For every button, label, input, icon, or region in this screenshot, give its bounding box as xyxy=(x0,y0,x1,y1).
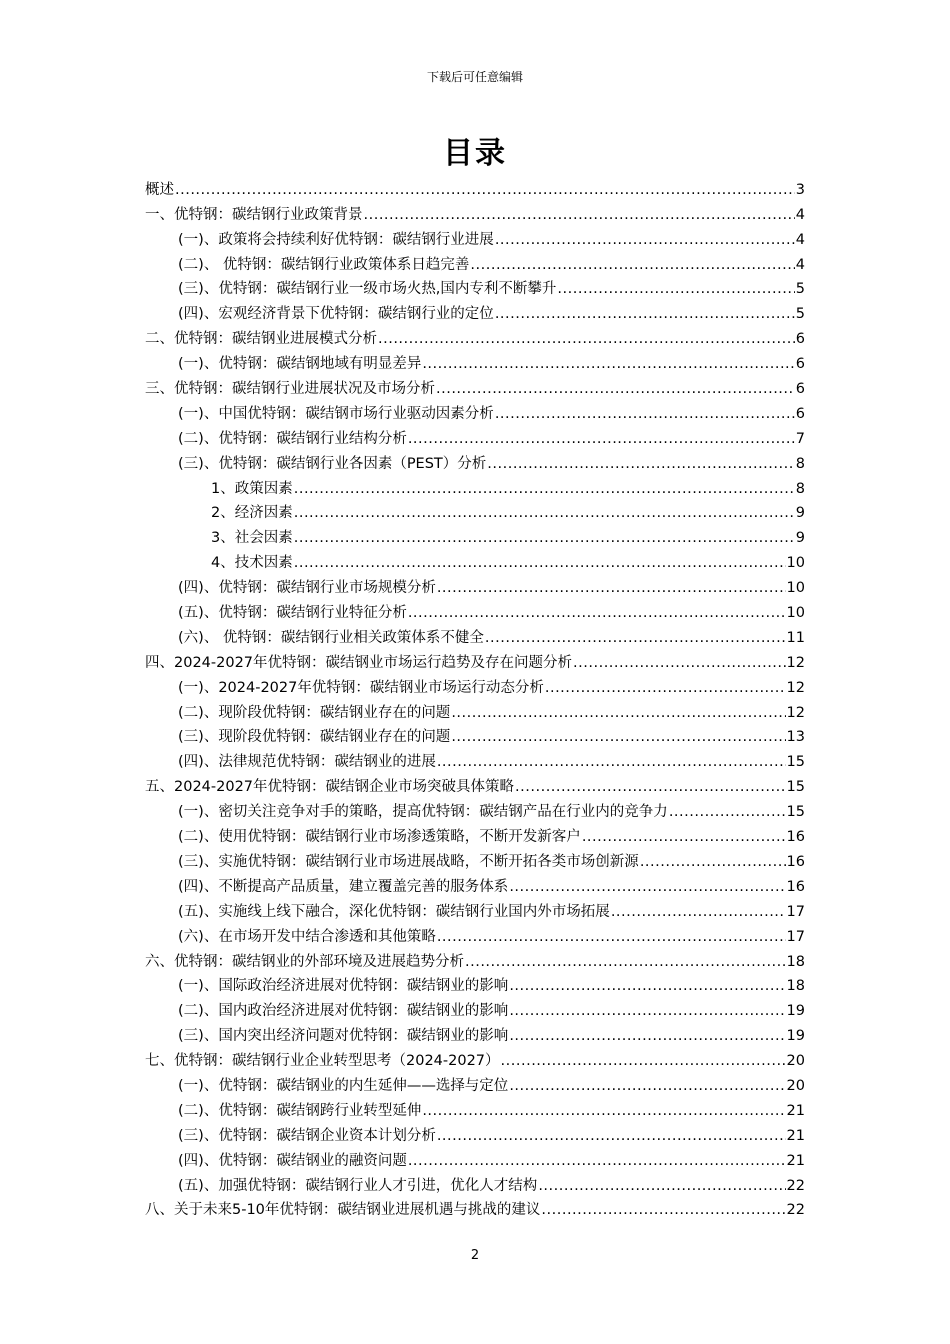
toc-entry-page: 21 xyxy=(786,1102,805,1119)
toc-entry-title: (二)、优特钢：碳结钢行业结构分析 xyxy=(178,430,407,447)
toc-entry-title: (五)、优特钢：碳结钢行业特征分析 xyxy=(178,605,407,622)
toc-entry[interactable] xyxy=(145,747,805,772)
toc-entry-page: 16 xyxy=(786,853,805,870)
toc-entry-title: (二)、 优特钢：碳结钢行业政策体系日趋完善 xyxy=(178,256,470,273)
toc-entry-page: 17 xyxy=(786,903,805,920)
toc-dot-leader xyxy=(294,528,795,548)
toc-entry-title: 二、优特钢：碳结钢业进展模式分析 xyxy=(145,331,377,348)
toc-entry[interactable] xyxy=(145,1071,805,1096)
toc-entry-title: 2、经济因素 xyxy=(211,505,293,522)
toc-dot-leader xyxy=(437,927,786,947)
toc-entry[interactable] xyxy=(145,1146,805,1171)
toc-dot-leader xyxy=(436,379,795,399)
toc-entry[interactable] xyxy=(145,673,805,698)
toc-entry[interactable] xyxy=(145,947,805,972)
toc-entry-title: (二)、优特钢：碳结钢跨行业转型延伸 xyxy=(178,1102,422,1119)
toc-entry[interactable] xyxy=(145,972,805,997)
toc-entry[interactable] xyxy=(145,499,805,524)
toc-entry-title: (三)、国内突出经济问题对优特钢：碳结钢业的影响 xyxy=(178,1028,509,1045)
toc-entry-page: 7 xyxy=(795,430,805,447)
toc-entry-page: 5 xyxy=(795,306,805,323)
toc-dot-leader xyxy=(437,752,786,772)
toc-entry-page: 10 xyxy=(786,555,805,572)
toc-entry-title: 3、社会因素 xyxy=(211,530,293,547)
toc-entry[interactable] xyxy=(145,1046,805,1071)
toc-entry-title: (三)、现阶段优特钢：碳结钢业存在的问题 xyxy=(178,729,451,746)
toc-entry[interactable] xyxy=(145,449,805,474)
toc-entry-page: 11 xyxy=(786,629,805,646)
toc-dot-leader xyxy=(669,802,786,822)
toc-dot-leader xyxy=(545,678,786,698)
toc-dot-leader xyxy=(408,603,786,623)
toc-entry-title: (一)、2024-2027年优特钢：碳结钢业市场运行动态分析 xyxy=(178,679,544,696)
toc-entry-page: 8 xyxy=(795,455,805,472)
page-number: 2 xyxy=(470,1248,480,1263)
toc-entry-title: (一)、中国优特钢：碳结钢市场行业驱动因素分析 xyxy=(178,405,494,422)
toc-dot-leader xyxy=(509,1026,785,1046)
toc-dot-leader xyxy=(465,952,786,972)
toc-entry[interactable] xyxy=(145,200,805,225)
toc-entry-title: (二)、国内政治经济进展对优特钢：碳结钢业的影响 xyxy=(178,1003,509,1020)
toc-entry-title: (四)、优特钢：碳结钢业的融资问题 xyxy=(178,1152,407,1169)
toc-entry[interactable] xyxy=(145,250,805,275)
toc-entry[interactable] xyxy=(145,897,805,922)
toc-entry-page: 4 xyxy=(795,256,805,273)
toc-entry-title: 一、优特钢：碳结钢行业政策背景 xyxy=(145,206,363,223)
toc-dot-leader xyxy=(294,553,786,573)
toc-dot-leader xyxy=(538,1176,785,1196)
toc-dot-leader xyxy=(364,205,795,225)
toc-dot-leader xyxy=(408,1151,786,1171)
toc-dot-leader xyxy=(422,354,794,374)
toc-entry-page: 8 xyxy=(795,480,805,497)
toc-entry[interactable] xyxy=(145,1196,805,1221)
toc-dot-leader xyxy=(451,703,785,723)
toc-dot-leader xyxy=(408,429,795,449)
toc-entry-page: 5 xyxy=(795,281,805,298)
toc-entry[interactable] xyxy=(145,648,805,673)
toc-entry-page: 18 xyxy=(786,953,805,970)
toc-entry-title: (五)、实施线上线下融合，深化优特钢：碳结钢行业国内外市场拓展 xyxy=(178,903,610,920)
table-of-contents xyxy=(145,175,805,1220)
toc-entry[interactable] xyxy=(145,573,805,598)
toc-entry-page: 16 xyxy=(786,829,805,846)
toc-entry-title: (二)、使用优特钢：碳结钢行业市场渗透策略，不断开发新客户 xyxy=(178,829,581,846)
toc-dot-leader xyxy=(451,727,785,747)
toc-entry-page: 15 xyxy=(786,779,805,796)
toc-entry-title: 1、政策因素 xyxy=(211,480,293,497)
toc-entry-page: 22 xyxy=(786,1177,805,1194)
toc-dot-leader xyxy=(611,902,786,922)
toc-entry-title: (四)、宏观经济背景下优特钢：碳结钢行业的定位 xyxy=(178,306,494,323)
toc-dot-leader xyxy=(175,180,795,200)
toc-entry[interactable] xyxy=(145,324,805,349)
toc-dot-leader xyxy=(495,230,795,250)
toc-entry-page: 9 xyxy=(795,530,805,547)
toc-dot-leader xyxy=(515,777,786,797)
toc-entry[interactable] xyxy=(145,349,805,374)
toc-entry[interactable] xyxy=(145,424,805,449)
toc-entry-title: (五)、加强优特钢：碳结钢行业人才引进，优化人才结构 xyxy=(178,1177,538,1194)
toc-entry-page: 16 xyxy=(786,878,805,895)
toc-entry-page: 3 xyxy=(795,181,805,198)
toc-entry-title: (六)、 优特钢：碳结钢行业相关政策体系不健全 xyxy=(178,629,484,646)
toc-entry[interactable] xyxy=(145,1096,805,1121)
toc-entry[interactable] xyxy=(145,399,805,424)
toc-dot-leader xyxy=(437,578,786,598)
toc-entry[interactable] xyxy=(145,996,805,1021)
toc-entry-page: 20 xyxy=(786,1077,805,1094)
toc-title: 目录 xyxy=(443,136,507,171)
toc-dot-leader xyxy=(495,304,795,324)
toc-entry-title: (四)、法律规范优特钢：碳结钢业的进展 xyxy=(178,754,436,771)
toc-entry-page: 10 xyxy=(786,580,805,597)
toc-entry-page: 12 xyxy=(786,679,805,696)
toc-dot-leader xyxy=(541,1200,785,1220)
toc-dot-leader xyxy=(557,279,794,299)
toc-entry-page: 6 xyxy=(795,356,805,373)
toc-entry-page: 4 xyxy=(795,231,805,248)
toc-entry-title: (四)、不断提高产品质量，建立覆盖完善的服务体系 xyxy=(178,878,509,895)
toc-entry-title: (三)、优特钢：碳结钢行业各因素（PEST）分析 xyxy=(178,455,487,472)
toc-entry-page: 19 xyxy=(786,1003,805,1020)
toc-entry[interactable] xyxy=(145,299,805,324)
toc-entry-title: 六、优特钢：碳结钢业的外部环境及进展趋势分析 xyxy=(145,953,464,970)
toc-entry[interactable] xyxy=(145,847,805,872)
toc-entry-page: 6 xyxy=(795,381,805,398)
toc-entry-title: (一)、优特钢：碳结钢地域有明显差异 xyxy=(178,356,422,373)
toc-entry-page: 19 xyxy=(786,1028,805,1045)
toc-dot-leader xyxy=(509,877,785,897)
toc-entry[interactable] xyxy=(145,275,805,300)
toc-entry[interactable] xyxy=(145,1121,805,1146)
toc-entry-page: 9 xyxy=(795,505,805,522)
toc-entry-page: 12 xyxy=(786,704,805,721)
toc-entry-page: 6 xyxy=(795,405,805,422)
header-note: 下载后可任意编辑 xyxy=(426,70,523,84)
toc-entry-page: 22 xyxy=(786,1202,805,1219)
toc-entry-page: 17 xyxy=(786,928,805,945)
toc-entry[interactable] xyxy=(145,723,805,748)
toc-dot-leader xyxy=(509,1001,785,1021)
toc-dot-leader xyxy=(640,852,786,872)
toc-entry[interactable] xyxy=(145,1021,805,1046)
toc-entry-title: (二)、现阶段优特钢：碳结钢业存在的问题 xyxy=(178,704,451,721)
toc-entry-page: 15 xyxy=(786,804,805,821)
toc-entry-title: 四、2024-2027年优特钢：碳结钢业市场运行趋势及存在问题分析 xyxy=(145,654,573,671)
toc-entry-title: (一)、政策将会持续利好优特钢：碳结钢行业进展 xyxy=(178,231,494,248)
toc-dot-leader xyxy=(501,1051,786,1071)
toc-entry-page: 6 xyxy=(795,331,805,348)
toc-dot-leader xyxy=(495,404,795,424)
toc-entry[interactable] xyxy=(145,175,805,200)
toc-dot-leader xyxy=(509,1076,785,1096)
toc-entry[interactable] xyxy=(145,598,805,623)
toc-dot-leader xyxy=(422,1101,785,1121)
toc-entry[interactable] xyxy=(145,623,805,648)
toc-entry-title: (四)、优特钢：碳结钢行业市场规模分析 xyxy=(178,580,436,597)
toc-entry-page: 12 xyxy=(786,654,805,671)
toc-dot-leader xyxy=(485,628,786,648)
toc-entry[interactable] xyxy=(145,772,805,797)
toc-dot-leader xyxy=(470,255,794,275)
toc-dot-leader xyxy=(509,976,785,996)
toc-dot-leader xyxy=(437,1126,786,1146)
toc-entry-title: 七、优特钢：碳结钢行业企业转型思考（2024-2027） xyxy=(145,1053,500,1070)
toc-dot-leader xyxy=(582,827,786,847)
toc-entry-title: (一)、优特钢：碳结钢业的内生延伸——选择与定位 xyxy=(178,1077,509,1094)
toc-entry[interactable] xyxy=(145,922,805,947)
toc-entry-page: 18 xyxy=(786,978,805,995)
toc-entry-title: (三)、实施优特钢：碳结钢行业市场进展战略，不断开拓各类市场创新源 xyxy=(178,853,639,870)
toc-entry[interactable] xyxy=(145,797,805,822)
toc-dot-leader xyxy=(378,329,795,349)
toc-entry-title: (一)、国际政治经济进展对优特钢：碳结钢业的影响 xyxy=(178,978,509,995)
toc-dot-leader xyxy=(294,503,795,523)
toc-entry-page: 15 xyxy=(786,754,805,771)
toc-entry-page: 21 xyxy=(786,1127,805,1144)
toc-entry-title: (六)、在市场开发中结合渗透和其他策略 xyxy=(178,928,436,945)
toc-dot-leader xyxy=(294,479,795,499)
toc-entry-title: 三、优特钢：碳结钢行业进展状况及市场分析 xyxy=(145,381,435,398)
toc-entry[interactable] xyxy=(145,872,805,897)
toc-dot-leader xyxy=(487,454,794,474)
toc-entry-page: 20 xyxy=(786,1053,805,1070)
toc-entry-page: 13 xyxy=(786,729,805,746)
toc-entry-page: 21 xyxy=(786,1152,805,1169)
toc-entry[interactable] xyxy=(145,822,805,847)
toc-entry-title: 概述 xyxy=(145,181,174,198)
toc-entry[interactable] xyxy=(145,1171,805,1196)
toc-entry[interactable] xyxy=(145,523,805,548)
toc-entry-title: (一)、密切关注竞争对手的策略，提高优特钢：碳结钢产品在行业内的竞争力 xyxy=(178,804,668,821)
toc-entry[interactable] xyxy=(145,225,805,250)
toc-entry-title: (三)、优特钢：碳结钢企业资本计划分析 xyxy=(178,1127,436,1144)
toc-entry-title: 五、2024-2027年优特钢：碳结钢企业市场突破具体策略 xyxy=(145,779,515,796)
toc-entry[interactable] xyxy=(145,698,805,723)
toc-entry[interactable] xyxy=(145,474,805,499)
toc-entry-title: (三)、优特钢：碳结钢行业一级市场火热,国内专利不断攀升 xyxy=(178,281,557,298)
toc-entry[interactable] xyxy=(145,374,805,399)
toc-entry-title: 4、技术因素 xyxy=(211,555,293,572)
toc-dot-leader xyxy=(573,653,786,673)
toc-entry-title: 八、关于未来5-10年优特钢：碳结钢业进展机遇与挑战的建议 xyxy=(145,1202,541,1219)
toc-entry-page: 4 xyxy=(795,206,805,223)
toc-entry[interactable] xyxy=(145,548,805,573)
toc-entry-page: 10 xyxy=(786,605,805,622)
